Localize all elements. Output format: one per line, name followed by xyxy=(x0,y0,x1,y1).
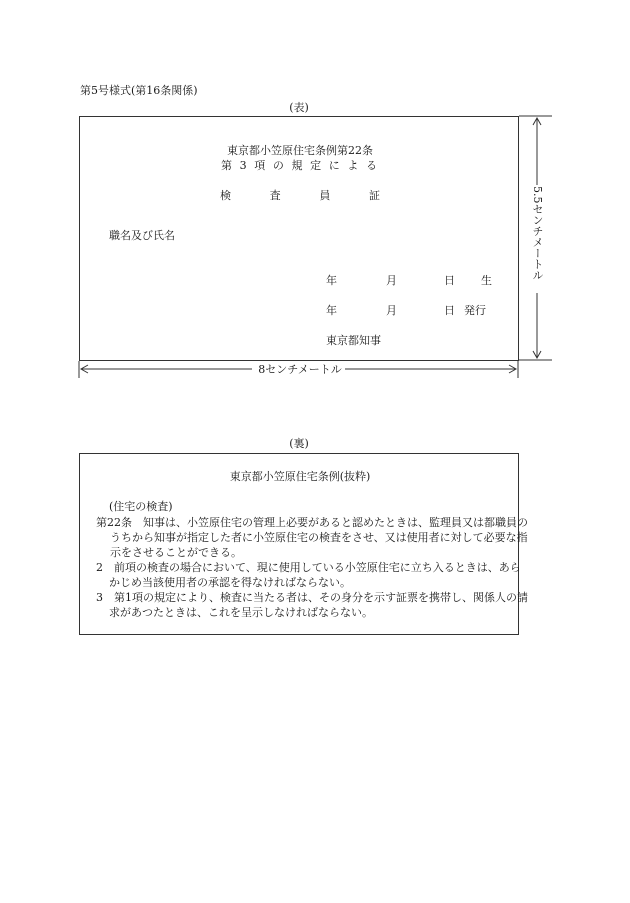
width-dimension-label: 8センチメートル xyxy=(258,363,342,376)
issuer-name: 東京都知事 xyxy=(326,334,381,347)
article-22-text: 第22条 知事は、小笠原住宅の管理上必要があると認めたときは、監理員又は都職員のうちから知事が指定した者に小笠原住宅の検査をさせ、又は使用者に対して必要な指示をさせることができる。 xyxy=(96,516,528,559)
height-dimension-label: 5.5センチメートル xyxy=(531,186,544,281)
birth-date-row: 年 月 日 生 xyxy=(326,274,492,287)
back-side-label: (裏) xyxy=(289,437,309,450)
front-title-line2: 第 3 項 の 規 定 に よ る xyxy=(221,159,377,172)
article-22-paragraph-2: 2 前項の検査の場合において、現に使用している小笠原住宅に立ち入るときは、あらかじめ当該使用者の承認を得なければならない。 xyxy=(96,561,521,589)
issue-date-row: 年 月 日 発行 xyxy=(326,304,486,317)
front-title-line1: 東京都小笠原住宅条例第22条 xyxy=(227,144,373,157)
back-title: 東京都小笠原住宅条例(抜粋) xyxy=(229,470,371,483)
form-number-header: 第5号様式(第16条関係) xyxy=(80,84,198,97)
article-22-paragraph-3: 3 第1項の規定により、検査に当たる者は、その身分を示す証票を携帯し、関係人の請求があつたときは、これを呈示しなければならない。 xyxy=(96,591,528,619)
back-card xyxy=(79,453,528,635)
name-field-label: 職名及び氏名 xyxy=(109,229,175,242)
section-caption: (住宅の検査) xyxy=(109,500,173,513)
front-side-label: (表) xyxy=(289,101,309,114)
front-heading-inspector-card: 検 査 員 証 xyxy=(220,189,380,202)
